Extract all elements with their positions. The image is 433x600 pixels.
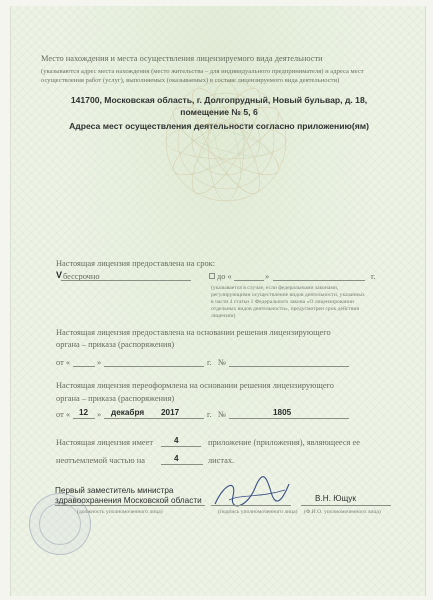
- reissue-month: декабря: [111, 408, 145, 417]
- signer-name: В.Н. Ющук: [315, 494, 356, 503]
- basis-quote: »: [97, 358, 102, 367]
- basis-number-blank: [229, 358, 349, 367]
- place-label: Место нахождения и места осуществления лицензируемого вида деятельности: [41, 54, 323, 63]
- term-until: до «: [217, 272, 232, 281]
- term-note-1: (указывается в случае, если федеральными законами,: [211, 285, 339, 291]
- signature-note: (подпись уполномоченного лица): [218, 509, 298, 515]
- term-year-suffix: г.: [371, 272, 376, 281]
- address-line-2: помещение № 5, 6: [180, 107, 258, 117]
- signer-title-line-2: здравоохранения Московской области: [55, 496, 202, 505]
- term-label: Настоящая лицензия предоставлена на срок:: [56, 259, 216, 268]
- signer-title-note: (должность уполномоченного лица): [77, 509, 163, 515]
- address-line-1: 141700, Московская область, г. Долгопрудный, Новый бульвар, д. 18,: [70, 95, 368, 105]
- place-note-line-2: осуществления работ (услуг), выполняемых (оказываемых) в составе лицензируемого вида деятельности): [41, 77, 340, 84]
- basis-number-sign: №: [218, 358, 226, 367]
- basis-line-2: органа – приказа (распоряжения): [56, 340, 175, 349]
- term-unlimited: бессрочно: [63, 272, 100, 281]
- appendix-count: 4: [174, 436, 179, 445]
- reissue-line-1: Настоящая лицензия переоформлена на основании решения лицензирующего: [56, 381, 334, 390]
- signer-name-underline: [301, 497, 391, 506]
- appendix-sheets: 4: [174, 454, 179, 463]
- basis-year: г.: [207, 358, 212, 367]
- basis-line-1: Настоящая лицензия предоставлена на основании решения лицензирующего: [56, 328, 331, 337]
- term-month-year-blank: [273, 272, 365, 281]
- appendix-text-3: неотъемлемой частью на: [56, 456, 145, 465]
- appendix-count-underline: [161, 438, 201, 447]
- basis-day-blank: [73, 358, 95, 367]
- reissue-quote: »: [97, 410, 102, 419]
- reissue-from: от «: [56, 410, 71, 419]
- term-note-4: отдельных видов деятельности», предусмотрен срок действия: [211, 306, 360, 312]
- reissue-day: 12: [79, 408, 89, 417]
- term-note-3: в части 4 статьи 1 Федерального закона «О лицензировании: [211, 299, 354, 305]
- reissue-line-2: органа – приказа (распоряжения): [56, 394, 175, 403]
- signer-title-underline: [55, 497, 205, 506]
- address-line-3: Адреса мест осуществления деятельности согласно приложению(ям): [69, 121, 369, 131]
- term-until-checkbox: [209, 273, 215, 279]
- term-quote: »: [265, 272, 270, 281]
- reissue-number-sign: №: [218, 410, 226, 419]
- term-checkbox-mark: V: [56, 270, 63, 280]
- appendix-text-1: Настоящая лицензия имеет: [56, 438, 153, 447]
- term-note-2: регулирующими осуществление видов деятельности, указанных: [211, 292, 365, 298]
- reissue-number: 1805: [273, 408, 292, 417]
- signer-title-line-1: Первый заместитель министра: [55, 486, 174, 495]
- appendix-sheets-underline: [161, 456, 203, 465]
- place-note-line-1: (указываются адрес места нахождения (место жительства – для индивидуального предпринимателя) и адреса мест: [41, 68, 364, 75]
- signer-name-note: (Ф.И.О. уполномоченного лица): [304, 509, 381, 515]
- term-note-5: лицензии): [211, 313, 236, 319]
- reissue-year-suffix: г.: [207, 410, 212, 419]
- appendix-text-4: листах.: [208, 456, 235, 465]
- term-unlimited-underline: [61, 272, 191, 281]
- license-sheet: [10, 6, 426, 596]
- reissue-year: 2017: [161, 408, 180, 417]
- signature-underline: [211, 497, 291, 506]
- signature-scribble: [211, 474, 293, 514]
- basis-from: от «: [56, 358, 71, 367]
- term-day-blank: [234, 272, 264, 281]
- basis-month-blank: [104, 358, 204, 367]
- appendix-text-2: приложение (приложения), являющееся ее: [208, 438, 360, 447]
